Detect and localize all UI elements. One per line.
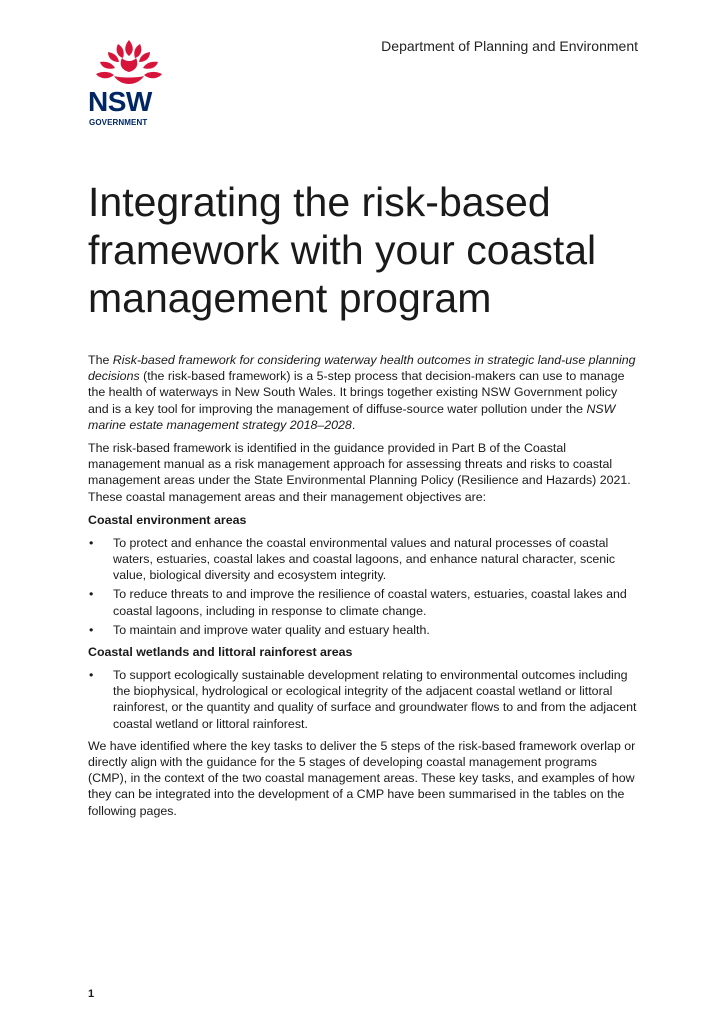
department-name: Department of Planning and Environment <box>381 38 638 54</box>
list-item: • To maintain and improve water quality and estuary health. <box>88 622 638 638</box>
list-item: • To reduce threats to and improve the resilience of coastal waters, estuaries, coastal lakes and coastal lagoons, including in response to climate change. <box>88 586 638 618</box>
logo-wordmark: NSW <box>88 86 152 117</box>
intro-paragraph-1: The Risk-based framework for considering waterway health outcomes in strategic land-use planning decisions (the risk-based framework) is a 5-step process that decision-makers can use to manage the health of waterways in New South Wales. It brings together existing NSW Government policy and is a key tool for improving the management of diffuse-source water pollution under the NSW marine estate management strategy 2018–2028. <box>88 353 636 432</box>
list-item: • To protect and enhance the coastal environmental values and natural processes of coastal waters, estuaries, coastal lakes and coastal lagoons, and enhance natural character, scenic value, biological diversity and ecosystem integrity. <box>88 535 638 584</box>
strategy-title-italic: NSW marine estate management strategy 2018–2028 <box>88 401 616 432</box>
section-heading-coastal-environment: Coastal environment areas <box>88 512 247 527</box>
list-item: • To support ecologically sustainable development relating to environmental outcomes including the biophysical, hydrological or ecological integrity of the adjacent coastal wetland or littoral rainforest, or the quantity and quality of surface and groundwater flows to and from the adjacent coastal wetland or littoral rainforest. <box>88 667 638 732</box>
closing-paragraph: We have identified where the key tasks to deliver the 5 steps of the risk-based framework overlap or directly align with the guidance for the 5 stages of developing coastal management programs (CMP), in the context of the two coastal management areas. These key tasks, and examples of how they can be integrated into the development of a CMP have been summarised in the tables on the following pages. <box>88 738 636 818</box>
intro-paragraph-2: The risk-based framework is identified in the guidance provided in Part B of the Coastal management manual as a risk management approach for assessing threats and risks to coastal management areas under the State Environmental Planning Policy (Resilience and Hazards) 2021. These coastal management areas and their management objectives are: <box>88 441 631 504</box>
section-heading-coastal-wetlands: Coastal wetlands and littoral rainforest areas <box>88 645 353 660</box>
coastal-environment-list <box>88 535 638 638</box>
coastal-wetlands-list <box>88 667 638 732</box>
waratah-icon <box>86 38 172 88</box>
page-number: 1 <box>88 988 95 1000</box>
logo-subtext: GOVERNMENT <box>89 118 148 127</box>
nsw-government-logo <box>86 38 172 132</box>
framework-title-italic: Risk-based framework for considering waterway health outcomes in strategic land-use planning decisions <box>88 353 636 384</box>
document-title: Integrating the risk-based framework with your coastal management program <box>88 179 597 321</box>
document-body <box>88 352 638 826</box>
